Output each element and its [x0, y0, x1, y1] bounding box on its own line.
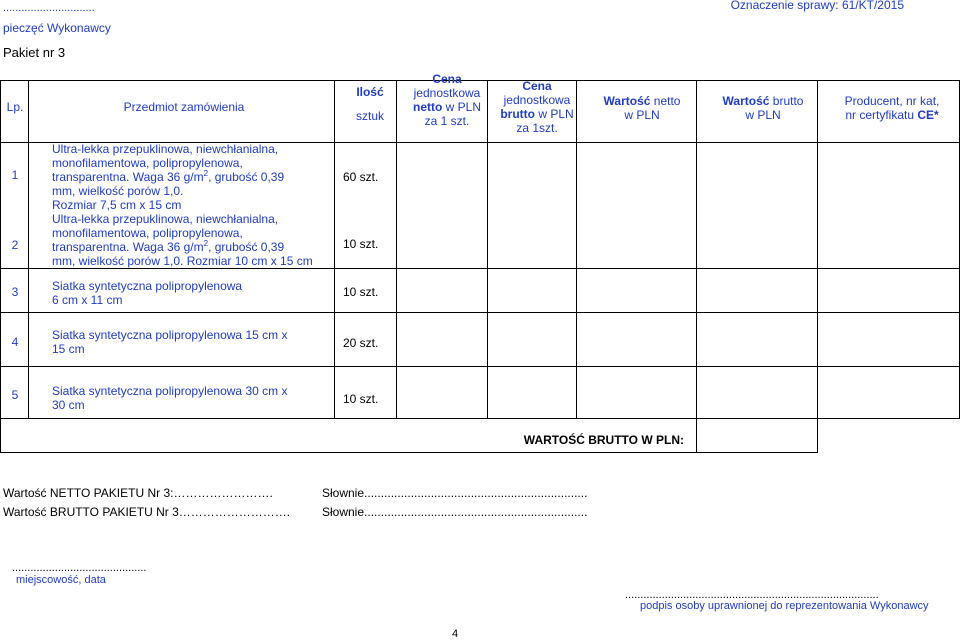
signature-dots: ...................................................................................	[625, 589, 879, 601]
row-5-lp: 5	[11, 388, 19, 402]
header-subject: Przedmiot zamówienia	[123, 100, 245, 114]
header-lp: Lp.	[6, 100, 24, 114]
row-4-quantity: 20 szt.	[343, 336, 379, 350]
row-1-quantity: 60 szt.	[343, 170, 379, 184]
package-net-value-label: Wartość NETTO PAKIETU Nr 3:…………………….	[3, 486, 273, 500]
package-gross-value-label: Wartość BRUTTO PAKIETU Nr 3……………………….	[3, 505, 291, 519]
row-3-quantity: 10 szt.	[343, 285, 379, 299]
total-gross-label: WARTOŚĆ BRUTTO W PLN:	[523, 433, 684, 447]
header-gross-unit-price: Cena jednostkowa brutto w PLN za 1szt.	[500, 79, 574, 135]
place-date-label: miejscowość, data	[16, 574, 106, 586]
row-5-quantity: 10 szt.	[343, 392, 379, 406]
package-title: Pakiet nr 3	[3, 45, 66, 60]
package-net-value-words: Słownie...................................................................	[322, 486, 588, 500]
row-4-description: Siatka syntetyczna polipropylenowa 15 cm x 15 cm	[52, 328, 288, 356]
package-gross-value-words: Słownie...................................................................	[322, 505, 588, 519]
header-net-value: Wartość netto w PLN	[603, 94, 681, 122]
row-1-description: Ultra-lekka przepuklinowa, niewchłanialna, monofilamentowa, polipropylenowa, transparentna. Waga 36 $g/m^2$, grubość 0,39 mm, wielkość porów 1,0. Rozmiar 7,5 cm x 15 cm	[52, 142, 285, 212]
case-reference: Oznaczenie sprawy: 61/KT/2015	[730, 0, 904, 12]
signature-label: podpis osoby uprawnionej do reprezentowania Wykonawcy	[640, 600, 929, 612]
page-number: 4	[452, 628, 459, 640]
seal-label: pieczęć Wykonawcy	[3, 21, 111, 35]
row-3-description: Siatka syntetyczna polipropylenowa 6 cm x 11 cm	[52, 279, 243, 307]
row-2-quantity: 10 szt.	[343, 237, 379, 251]
header-producer: Producent, nr kat, nr certyfikatu CE*	[844, 94, 940, 122]
seal-dots: ..............................	[3, 2, 95, 14]
header-net-unit-price: Cena jednostkowa netto w PLN za 1 szt.	[412, 72, 481, 128]
row-4-lp: 4	[11, 335, 19, 349]
header-gross-value: Wartość brutto w PLN	[722, 94, 804, 122]
row-2-lp: 2	[11, 238, 19, 252]
row-5-description: Siatka syntetyczna polipropylenowa 30 cm x 30 cm	[52, 384, 288, 412]
row-3-lp: 3	[11, 285, 19, 299]
header-quantity: Ilość sztuk	[355, 85, 384, 123]
place-date-dots: ............................................	[12, 562, 147, 574]
row-2-description: Ultra-lekka przepuklinowa, niewchłanialna, monofilamentowa, polipropylenowa, transparentna. Waga 36 $g/m^2$, grubość 0,39 mm, wielkość porów 1,0. Rozmiar 10 cm x 15 cm	[52, 212, 313, 268]
row-1-lp: 1	[11, 168, 19, 182]
